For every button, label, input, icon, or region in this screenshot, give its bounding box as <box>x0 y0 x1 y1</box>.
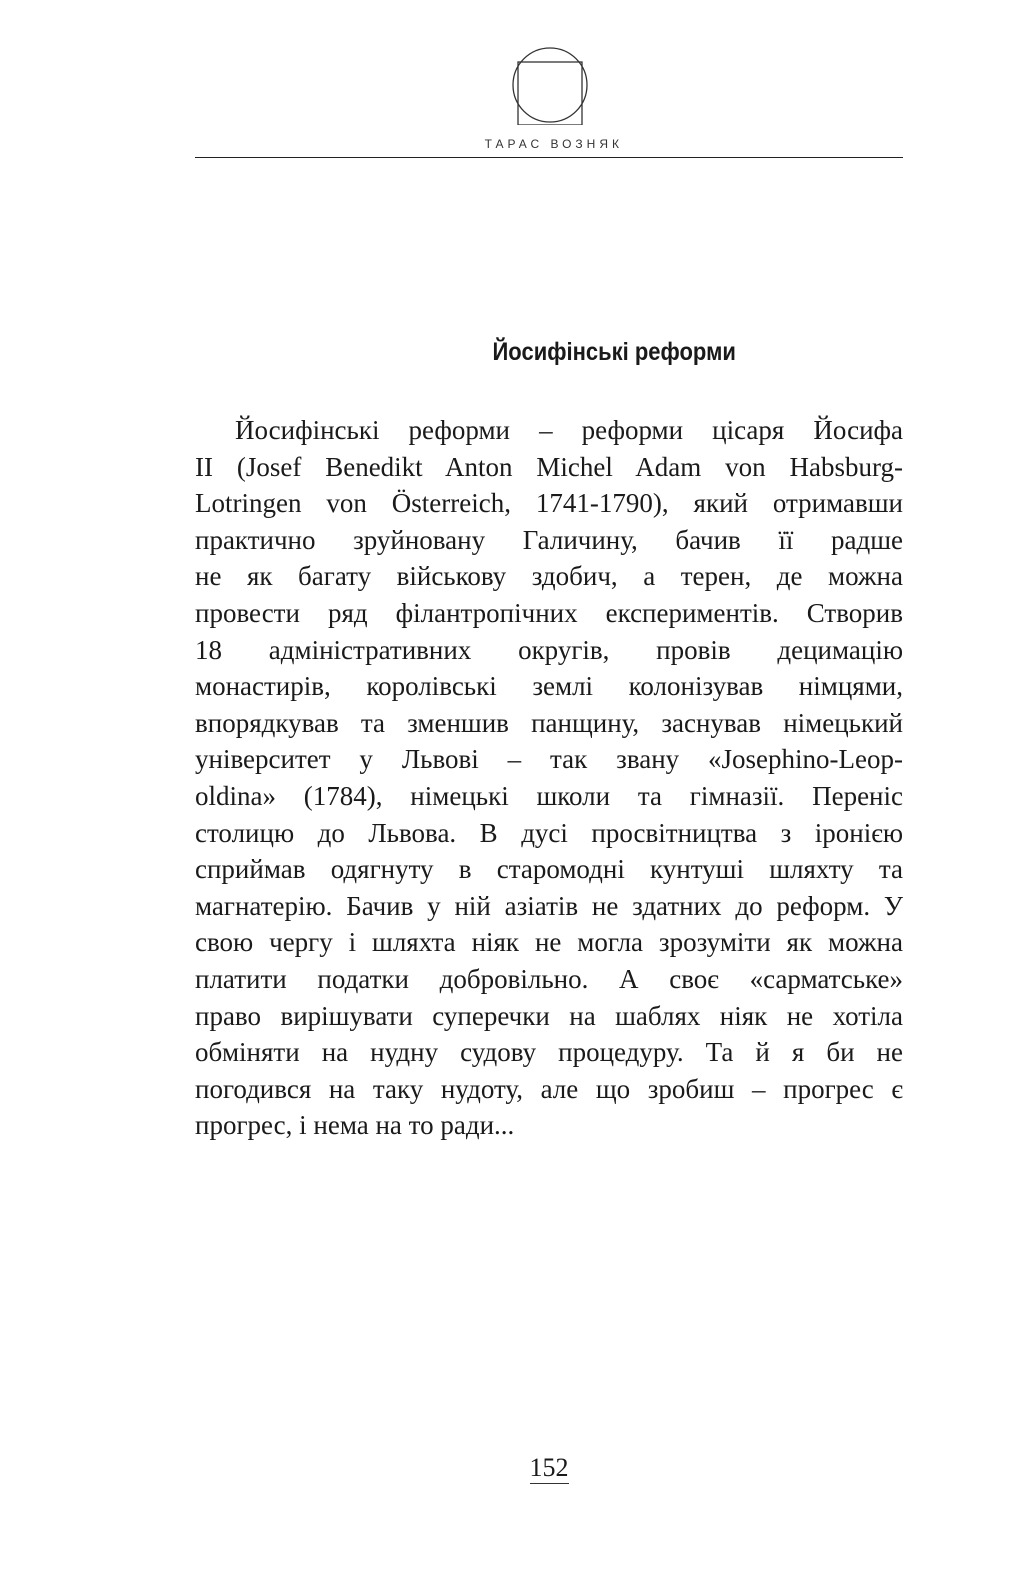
paragraph-line: університет у Львові – так звану «Josephino-Leop- <box>195 744 903 775</box>
paragraph-line: сприймав одягнуту в старомодні кунтуші шляхту та <box>195 854 903 885</box>
chapter-title: Йосифінські реформи <box>492 338 736 366</box>
header-rule <box>195 157 903 158</box>
paragraph-line: погодився на таку нудоту, але що зробиш – прогрес є <box>195 1073 903 1104</box>
running-head: ТАРАС ВОЗНЯК <box>484 137 623 151</box>
paragraph-line: Йосифінські реформи – реформи цісаря Йосифа <box>235 415 903 445</box>
paragraph-line: обміняти на нудну судову процедуру. Та й я би не <box>195 1037 903 1068</box>
paragraph-line: столицю до Львова. В дусі просвітництва з іронією <box>195 817 903 848</box>
paragraph-line: право вирішувати суперечки на шаблях ніяк не хотіла <box>195 1000 903 1031</box>
paragraph-line: Lotringen von Österreich, 1741-1790), який отримавши <box>195 488 903 519</box>
paragraph-line: впорядкував та зменшив панщину, заснував німецький <box>195 707 903 738</box>
page-number-container <box>195 1453 903 1484</box>
paragraph-line: не як багату військову здобич, а терен, де можна <box>195 561 903 592</box>
page-number: 152 <box>529 1453 569 1482</box>
paragraph-line: магнатерію. Бачив у ній азіатів не здатних до реформ. У <box>195 890 903 921</box>
paragraph-line: монастирів, королівські землі колонізував німцями, <box>195 671 903 702</box>
body-paragraph <box>195 412 903 1144</box>
paragraph-line: прогрес, і нема на то ради... <box>195 1110 515 1141</box>
paragraph-line: провести ряд філантропічних експериментів. Створив <box>195 597 903 628</box>
circle-square-logo-icon <box>510 45 590 125</box>
paragraph-line: 18 адміністративних округів, провів децимацію <box>195 634 903 665</box>
paragraph-line: II (Josef Benedikt Anton Michel Adam von Habsburg- <box>195 451 903 482</box>
paragraph-line: oldina» (1784), німецькі школи та гімназії. Переніс <box>195 780 903 811</box>
paragraph-line: свою чергу і шляхта ніяк не могла зрозуміти як можна <box>195 927 903 958</box>
paragraph-line: платити податки добровільно. А своє «сарматське» <box>195 963 903 994</box>
paragraph-line: практично зруйновану Галичину, бачив її радше <box>195 524 903 555</box>
